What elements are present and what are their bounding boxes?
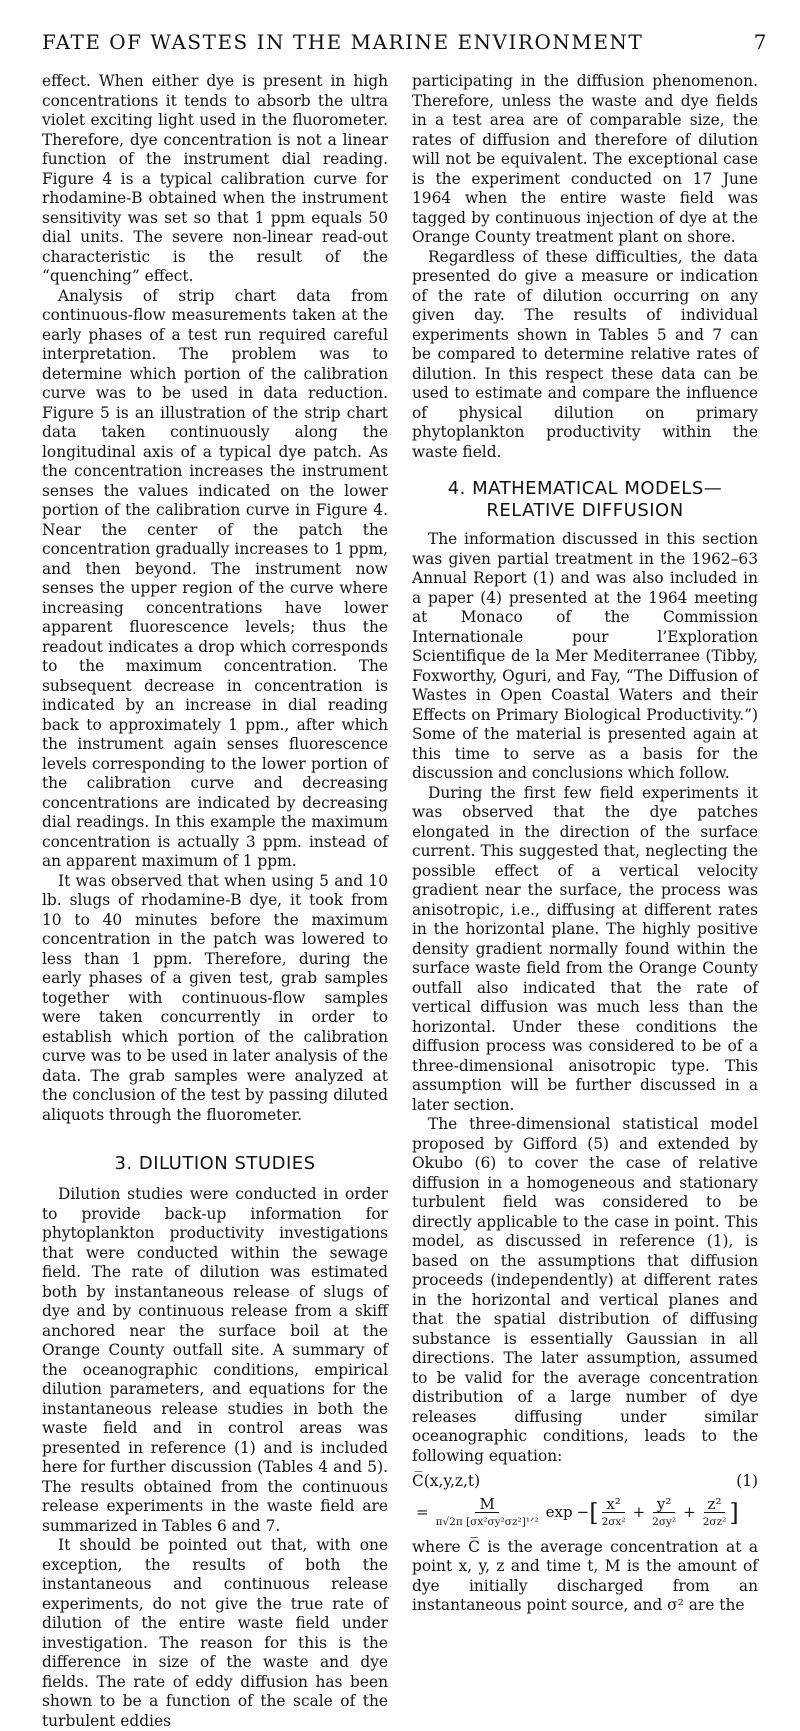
coefficient-denominator: π√2π [σx²σy²σz²]¹ᐟ² — [435, 1515, 539, 1528]
minus-sign: − — [576, 1502, 590, 1521]
page-number: 7 — [753, 30, 768, 54]
coefficient-fraction — [436, 1496, 539, 1530]
y-term-denominator: 2σy² — [652, 1515, 677, 1528]
paragraph: where C̅ is the average concentration at a point x, y, z and time t, M is the amount of dye initially discharged from an instantaneous point source, and σ² are the — [412, 1537, 758, 1614]
paragraph: The information discussed in this section was given partial treatment in the 1962–63 Annual Report (1) and was also included in a paper (4) presented at the 1964 meeting at Monaco of the Commission Internationale pour l’Exploration Scientifique de la Mer Mediterranee (Tibby, Foxworthy, Oguri, and Fay, “The Diffusion of Wastes in Open Coastal Waters and their Effects on Primary Biological Productivity.”) Some of the material is presented again at this time to serve as a basis for the discussion and conclusions which follow. — [412, 530, 758, 782]
paragraph: It was observed that when using 5 and 10 lb. slugs of rhodamine-B dye, it took from 10 to 40 minutes before the maximum concentration in the patch was lowered to less than 1 ppm. Therefore, during the early phases of a given test, grab samples together with continuous-flow samples were taken concurrently in order to establish which portion of the calibration curve was to be used in later analysis of the data. The grab samples were analyzed at the conclusion of the test by passing diluted aliquots through the fluorometer. — [42, 871, 388, 1124]
equation-number: (1) — [736, 1472, 758, 1490]
paragraph: Dilution studies were conducted in order to provide back-up information for phytoplankton productivity investigations that were conducted within the sewage field. The rate of dilution was estimated both by instantaneous release of slugs of dye and by continuous release from a skiff anchored near the surface boil at the Orange County outfall site. A summary of the oceanographic conditions, empirical dilution parameters, and equations for the instantaneous release studies in both the waste field and in control areas was presented in reference (1) and is included here for further discussion (Tables 4 and 5). The results obtained from the continuous release experiments in the waste field are summarized in Tables 6 and 7. — [42, 1185, 388, 1535]
paragraph: Regardless of these difficulties, the data presented do give a measure or indication of the rate of dilution occurring on any given day. The results of individual experiments shown in Tables 5 and 7 can be compared to determine relative rates of dilution. In this respect these data can be used to estimate and compare the influence of physical dilution on primary phytoplankton productivity within the waste field. — [412, 247, 758, 461]
paragraph: Analysis of strip chart data from continuous-flow measurements taken at the early phases of a test run required careful interpretation. The problem was to determine which portion of the calibration curve was to be used in data reduction. Figure 5 is an illustration of the strip chart data taken continuously along the longitudinal axis of a typical dye patch. As the concentration increases the instrument senses the values indicated on the lower portion of the calibration curve in Figure 4. Near the center of the patch the concentration gradually increases to 1 ppm, and then beyond. The instrument now senses the upper region of the curve where increasing concentrations have lower apparent fluorescence levels; thus the readout indicates a drop which corresponds to the maximum concentration. The subsequent decrease in concentration is indicated by an increase in dial reading back to approximately 1 ppm., after which the instrument again senses fluorescence levels corresponding to the lower portion of the calibration curve and decreasing concentrations are indicated by decreasing dial readings. In this example the maximum concentration is actually 3 ppm. instead of an apparent maximum of 1 ppm. — [42, 286, 388, 870]
right-bracket: ] — [729, 1498, 739, 1527]
equals-sign: = — [416, 1502, 429, 1521]
left-bracket: [ — [589, 1498, 599, 1527]
x-term-numerator: x² — [602, 1496, 624, 1513]
paragraph: effect. When either dye is present in high concentrations it tends to absorb the ultra violet exciting light used in the fluorometer. Therefore, dye concentration is not a linear function of the instrument dial reading. Figure 4 is a typical calibration curve for rhodamine-B obtained when the instrument sensitivity was set so that 1 ppm equals 50 dial units. The severe non-linear read-out characteristic is the result of the “quenching” effect. — [42, 72, 388, 285]
exp-function: exp — [545, 1502, 573, 1521]
paragraph: During the first few field experiments it was observed that the dye patches elongated in the direction of the surface current. This suggested that, neglecting the possible effect of a vertical velocity gradient near the surface, the process was anisotropic, i.e., diffusing at different rates in the horizontal plane. The highly positive density gradient normally found within the surface waste field from the Orange County outfall also indicated that the rate of vertical diffusion was much less than the horizontal. Under these conditions the diffusion process was considered to be of a three-dimensional anisotropic type. This assumption will be further discussed in a later section. — [412, 783, 758, 1114]
plus-sign: + — [683, 1502, 696, 1521]
x-term — [602, 1496, 626, 1530]
plus-sign: + — [632, 1502, 646, 1521]
z-term-numerator: z² — [704, 1496, 726, 1513]
equation — [412, 1496, 758, 1530]
paragraph: The three-dimensional statistical model proposed by Gifford (5) and extended by Okubo (6) to cover the case of relative diffusion in a homogeneous and stationary turbulent field was considered to be directly applicable to the case in point. This model, as discussed in reference (1), is based on the assumptions that diffusion proceeds (independently) at different rates in the horizontal and vertical planes and that the spatial distribution of diffusing substance is essentially Gaussian in all directions. The later assumption, assumed to be valid for the average concentration distribution of a large number of dye releases diffusing under similar oceanographic conditions, leads to the following equation: — [412, 1115, 758, 1465]
coefficient-numerator: M — [475, 1496, 498, 1513]
section-heading-mathematical-models: 4. MATHEMATICAL MODELS—RELATIVE DIFFUSION — [447, 478, 723, 521]
section-heading-dilution-studies: 3. DILUTION STUDIES — [114, 1153, 316, 1174]
running-head — [42, 30, 768, 54]
y-term — [652, 1496, 676, 1530]
running-title: FATE OF WASTES IN THE MARINE ENVIRONMENT — [42, 30, 644, 54]
paragraph: participating in the diffusion phenomenon. Therefore, unless the waste and dye fields in a test area are of comparable size, the rates of diffusion and therefore of dilution will not be equivalent. The exceptional case is the experiment conducted on 17 June 1964 when the entire waste field was tagged by continuous injection of dye at the Orange County treatment plant on shore. — [412, 72, 758, 246]
paragraph: It should be pointed out that, with one exception, the results of both the instantaneous and continuous release experiments, do not give the true rate of dilution of the entire waste field under investigation. The reason for this is the difference in size of the waste and dye fields. The rate of eddy diffusion has been shown to be a function of the scale of the turbulent eddies — [42, 1536, 388, 1730]
equation-lhs: C̅(x,y,z,t) — [412, 1472, 481, 1490]
left-column — [42, 72, 388, 1731]
z-term-denominator: 2σz² — [702, 1515, 727, 1528]
y-term-numerator: y² — [653, 1496, 676, 1513]
equation-lhs-row — [412, 1472, 758, 1492]
x-term-denominator: 2σx² — [601, 1515, 626, 1528]
z-term — [703, 1496, 727, 1530]
right-column — [412, 72, 758, 1616]
